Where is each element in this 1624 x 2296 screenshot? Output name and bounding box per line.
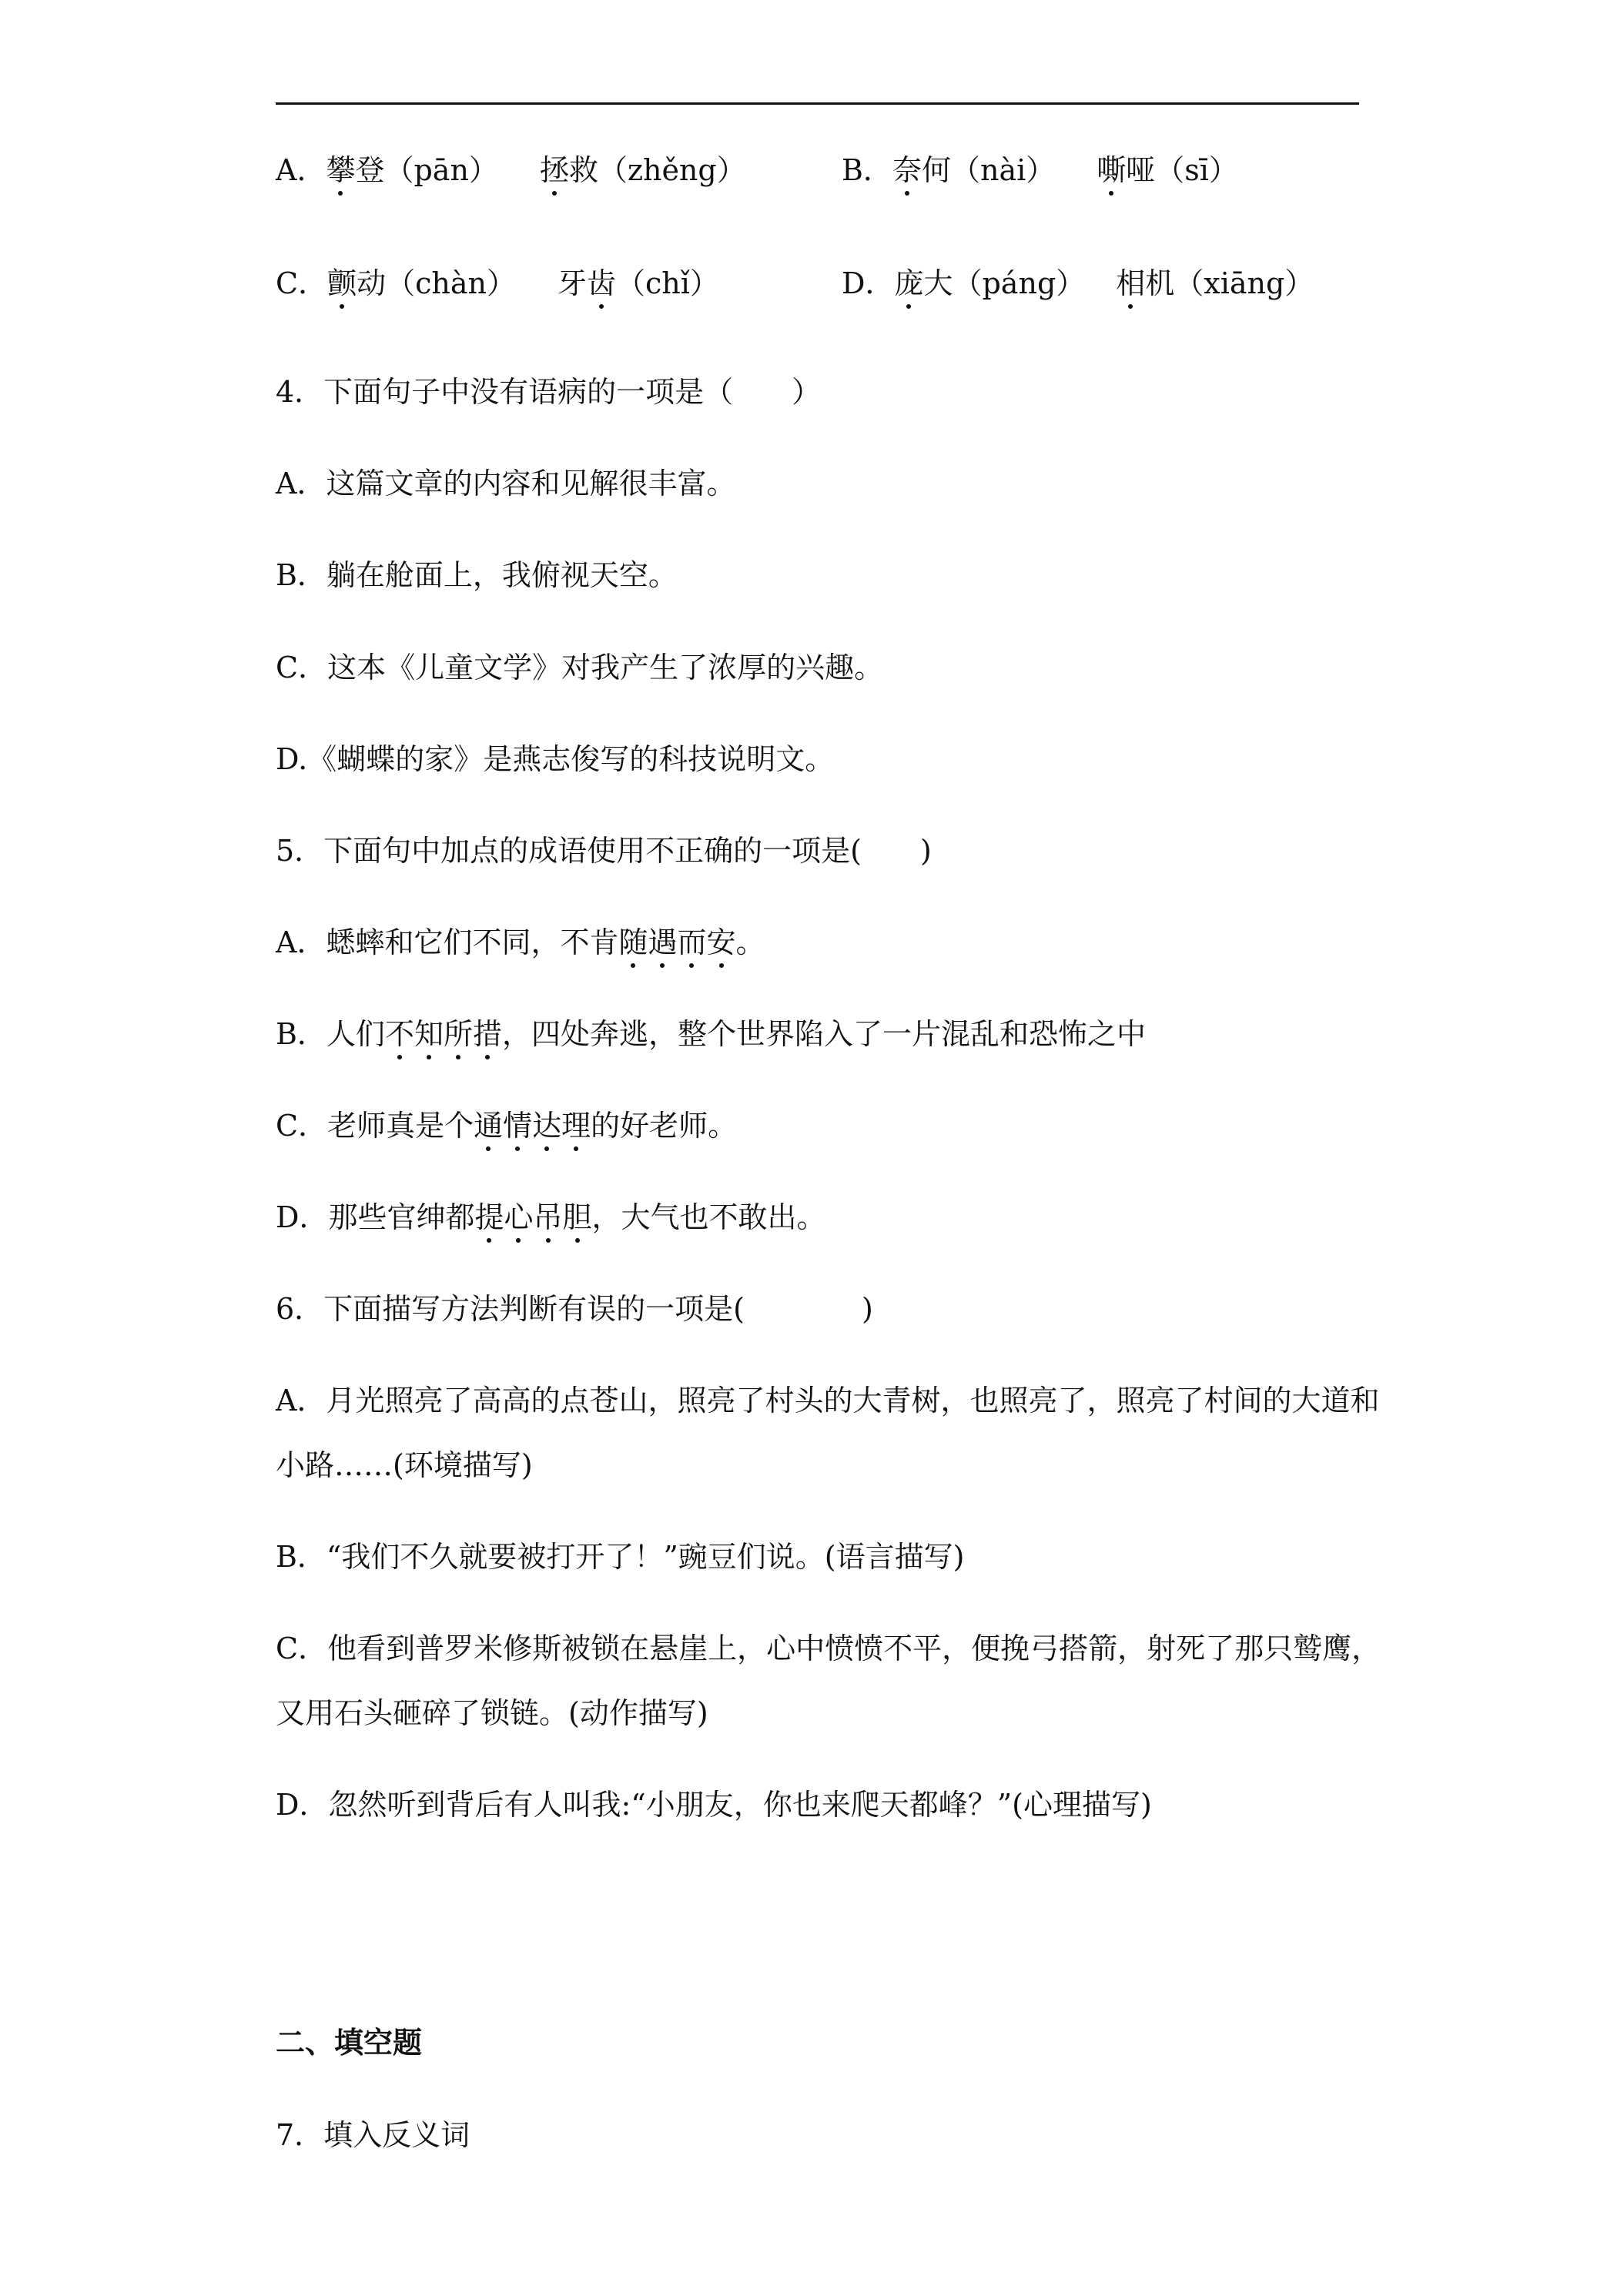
q5-option-d xyxy=(276,1200,826,1234)
option-text: 动（chàn） xyxy=(357,266,516,300)
option-text: D．那些官绅都 xyxy=(276,1200,475,1234)
option-text: B．人们 xyxy=(276,1017,385,1051)
dotted-char: 不 xyxy=(384,1017,414,1051)
dotted-idiom xyxy=(474,1200,591,1234)
dotted-char: 奈 xyxy=(892,153,922,187)
dotted-char: 遇 xyxy=(648,925,678,959)
dotted-idiom xyxy=(474,1109,591,1143)
option-letter: C． xyxy=(276,266,328,300)
dotted-char: 所 xyxy=(443,1017,473,1051)
option-text: 的好老师。 xyxy=(591,1109,738,1143)
q3-option-c xyxy=(276,266,719,300)
q6-option-c-line2: 又用石头砸碎了锁链。(动作描写) xyxy=(276,1696,708,1730)
dotted-char: 达 xyxy=(532,1109,562,1143)
q4-option-b: B．躺在舱面上，我俯视天空。 xyxy=(276,558,678,592)
section-heading: 二、填空题 xyxy=(276,2025,423,2060)
q3-option-d xyxy=(842,266,1314,300)
option-letter: A． xyxy=(276,153,326,187)
option-text: ，大气也不敢出。 xyxy=(591,1200,826,1234)
dotted-char: 吊 xyxy=(533,1200,563,1234)
option-text: A．蟋蟀和它们不同，不肯 xyxy=(276,925,619,959)
q6-option-a-line2: 小路……(环境描写) xyxy=(276,1448,533,1482)
option-text: 登（pān） xyxy=(355,153,498,187)
q6-option-c-line1: C．他看到普罗米修斯被锁在悬崖上，心中愤愤不平，便挽弓搭箭，射死了那只鹫鹰， xyxy=(276,1632,1381,1665)
option-letter: B． xyxy=(842,153,892,187)
q6-option-b: B．“我们不久就要被打开了！”豌豆们说。(语言描写) xyxy=(276,1540,965,1574)
q3-option-b xyxy=(842,153,1238,187)
q5-option-c xyxy=(276,1109,738,1143)
option-letter: D． xyxy=(842,266,895,300)
q4-stem: 4．下面句子中没有语病的一项是（ ） xyxy=(276,375,822,409)
option-text: 。 xyxy=(735,925,765,959)
dotted-char: 攀 xyxy=(326,153,356,187)
dotted-char: 拯 xyxy=(539,153,569,187)
dotted-char: 齿 xyxy=(587,266,617,300)
dotted-idiom xyxy=(618,925,735,959)
dotted-char: 知 xyxy=(414,1017,444,1051)
dotted-char: 情 xyxy=(503,1109,533,1143)
dotted-char: 措 xyxy=(472,1017,502,1051)
option-text: 哑（sī） xyxy=(1126,153,1238,187)
option-text: （chǐ） xyxy=(616,266,719,300)
q7-stem: 7．填入反义词 xyxy=(276,2118,470,2152)
option-text: 何 xyxy=(921,153,951,187)
q5-stem: 5．下面句中加点的成语使用不正确的一项是( ) xyxy=(276,834,932,868)
dotted-char: 安 xyxy=(706,925,736,959)
q5-option-b xyxy=(276,1019,1146,1049)
q6-option-d: D．忽然听到背后有人叫我:“小朋友，你也来爬天都峰？”(心理描写) xyxy=(276,1788,1152,1822)
q4-option-a: A．这篇文章的内容和见解很丰富。 xyxy=(276,467,736,500)
dotted-char: 颤 xyxy=(327,266,357,300)
option-text: 大（páng） xyxy=(923,266,1086,300)
dotted-idiom xyxy=(385,1017,502,1051)
dotted-char: 心 xyxy=(504,1200,534,1234)
option-text: 机（xiāng） xyxy=(1145,266,1314,300)
option-text: C．老师真是个 xyxy=(276,1109,474,1143)
dotted-char: 理 xyxy=(561,1109,591,1143)
dotted-char: 庞 xyxy=(894,266,924,300)
dotted-char: 通 xyxy=(474,1109,504,1143)
dotted-char: 随 xyxy=(618,925,648,959)
q4-option-c: C．这本《儿童文学》对我产生了浓厚的兴趣。 xyxy=(276,651,884,684)
option-text: 救（zhěng） xyxy=(568,153,746,187)
dotted-char: 嘶 xyxy=(1097,153,1127,187)
q6-option-a-line1: A．月光照亮了高高的点苍山，照亮了村头的大青树，也照亮了，照亮了村间的大道和 xyxy=(276,1384,1380,1417)
q4-option-d: D.《蝴蝶的家》是燕志俊写的科技说明文。 xyxy=(276,742,835,776)
dotted-char: 胆 xyxy=(562,1200,592,1234)
q3-option-a xyxy=(276,153,746,187)
option-text: （nài） xyxy=(950,153,1056,187)
option-text: ，四处奔逃，整个世界陷入了一片混乱和恐怖之中 xyxy=(502,1017,1147,1051)
option-text: 牙 xyxy=(557,266,587,300)
header-rule xyxy=(276,102,1359,105)
q6-stem: 6．下面描写方法判断有误的一项是( ) xyxy=(276,1292,873,1326)
dotted-char: 而 xyxy=(677,925,707,959)
dotted-char: 提 xyxy=(474,1200,504,1234)
q5-option-a xyxy=(276,925,765,959)
dotted-char: 相 xyxy=(1116,266,1146,300)
